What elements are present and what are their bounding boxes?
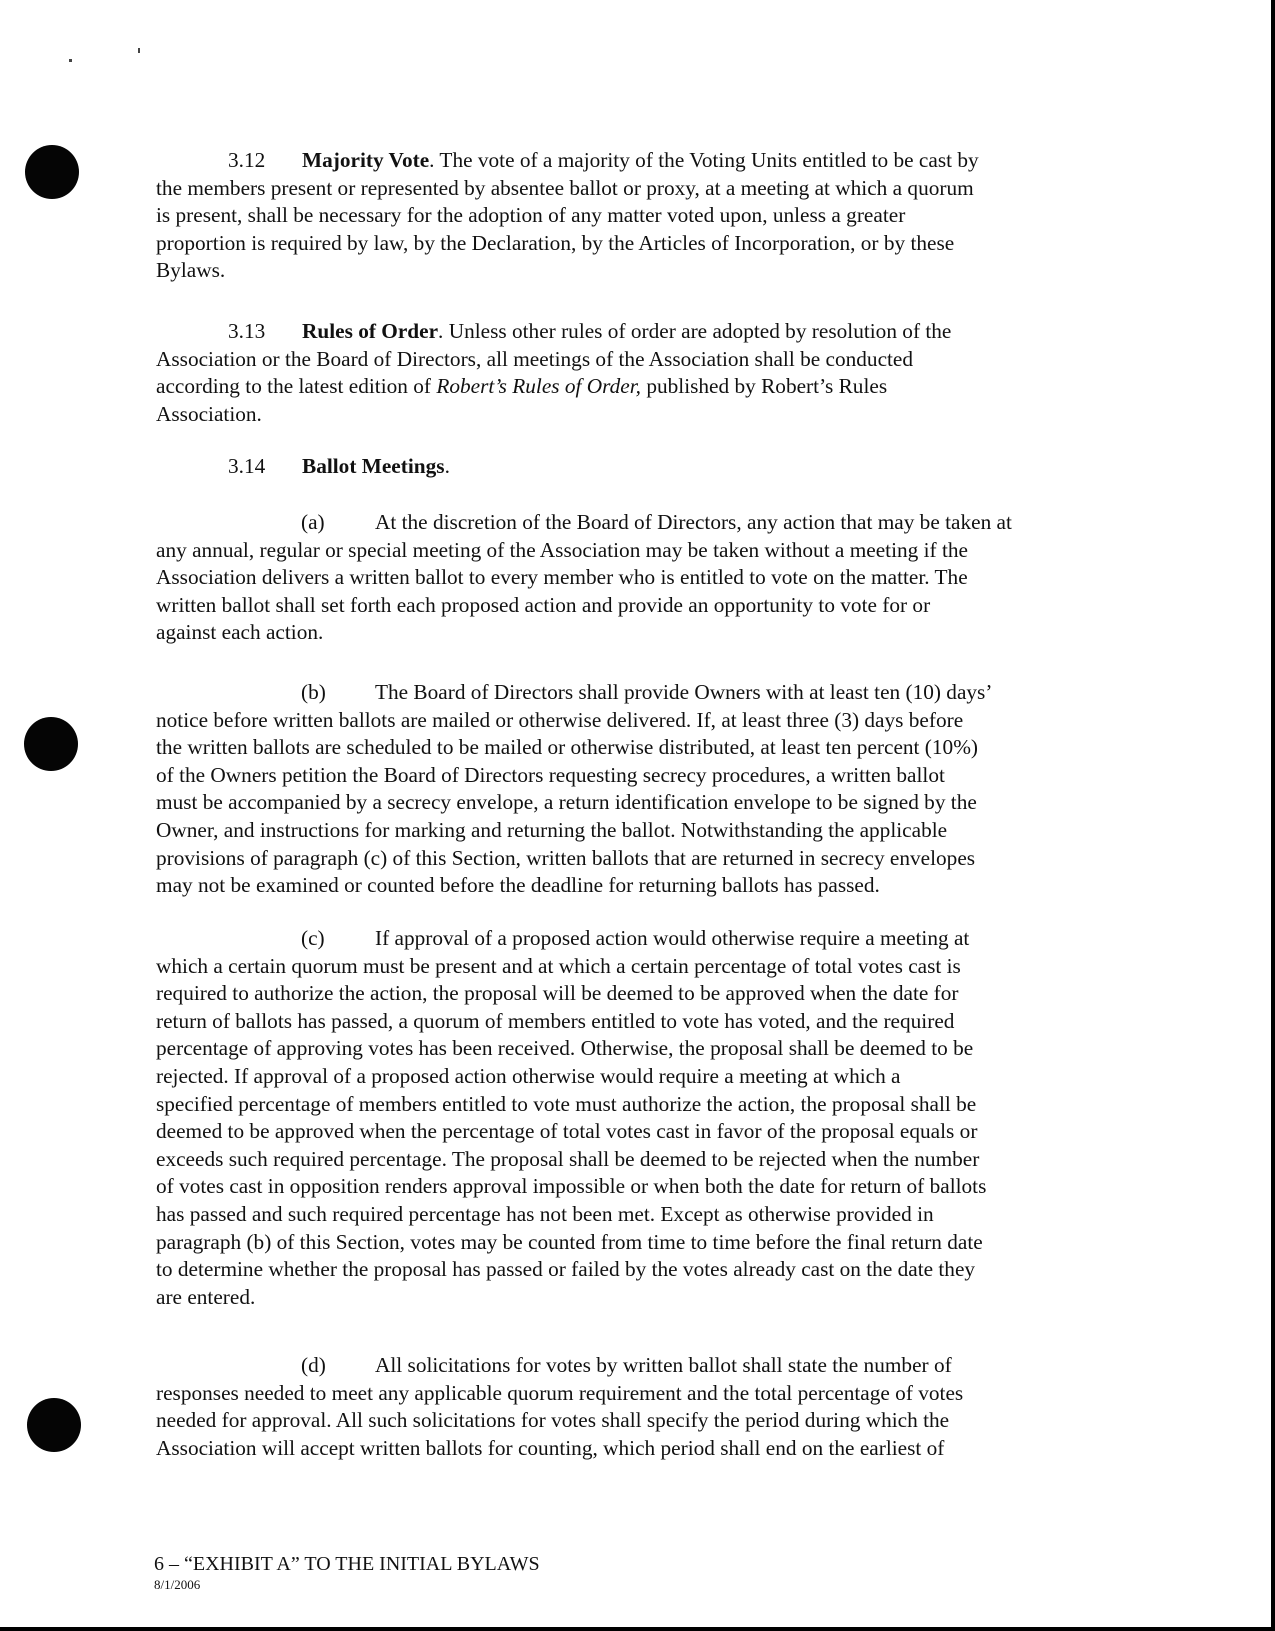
section-3-12: [156, 147, 979, 285]
paragraph-line: notice before written ballots are mailed or otherwise delivered. If, at least three (3) days before: [156, 707, 964, 732]
paragraph-line: [156, 925, 986, 953]
paragraph-line: [156, 147, 979, 175]
subsection-label: (b): [301, 680, 326, 704]
paragraph-line: paragraph (b) of this Section, votes may be counted from time to time before the final return date: [156, 1229, 983, 1254]
text-span: . The vote of a majority of the Voting Units entitled to be cast by: [429, 148, 979, 172]
paragraph-line: must be accompanied by a secrecy envelope, a return identification envelope to be signed by the: [156, 790, 977, 815]
book-title: Robert’s Rules of Order,: [436, 374, 642, 399]
paragraph-line: proportion is required by law, by the Declaration, by the Articles of Incorporation, or by these: [156, 230, 955, 255]
paragraph-line: return of ballots has passed, a quorum of members entitled to vote has voted, and the required: [156, 1008, 955, 1033]
footer-date: 8/1/2006: [154, 1577, 201, 1592]
paragraph-line: may not be examined or counted before the deadline for returning ballots has passed.: [156, 873, 880, 898]
page-footer: [154, 1552, 540, 1594]
scan-speck: [138, 48, 140, 53]
paragraph-line: of the Owners petition the Board of Directors requesting secrecy procedures, a written ballot: [156, 762, 945, 787]
subsection-label: (a): [301, 510, 325, 534]
punch-hole-mark: [27, 1398, 81, 1452]
paragraph-line: any annual, regular or special meeting of the Association may be taken without a meeting if the: [156, 537, 968, 562]
section-3-13: [156, 318, 951, 428]
section-number: 3.14: [228, 454, 266, 478]
text-span: All solicitations for votes by written ballot shall state the number of: [375, 1353, 952, 1377]
section-number: 3.12: [228, 148, 266, 172]
paragraph-line: the written ballots are scheduled to be mailed or otherwise distributed, at least ten percent (10%): [156, 735, 979, 760]
section-title: Ballot Meetings: [302, 454, 445, 478]
paragraph-line: written ballot shall set forth each proposed action and provide an opportunity to vote for or: [156, 592, 931, 617]
subsection-b: [156, 679, 992, 900]
paragraph-line: Association.: [156, 401, 262, 426]
paragraph-line: against each action.: [156, 620, 324, 645]
paragraph-line: [156, 509, 1012, 537]
text-span: The Board of Directors shall provide Owners with at least ten (10) days’: [375, 680, 993, 704]
text-span: At the discretion of the Board of Directors, any action that may be taken at: [375, 510, 1012, 534]
text-span: according to the latest edition of: [156, 374, 437, 399]
scan-speck: [69, 59, 72, 62]
subsection-d: [156, 1352, 963, 1462]
paragraph-line: is present, shall be necessary for the adoption of any matter voted upon, unless a greater: [156, 203, 906, 228]
paragraph-line: Bylaws.: [156, 258, 226, 283]
paragraph-line: [156, 318, 951, 346]
paragraph-line: to determine whether the proposal has passed or failed by the votes already cast on the date they: [156, 1257, 976, 1282]
section-title: Majority Vote: [302, 148, 430, 172]
paragraph-line: provisions of paragraph (c) of this Section, written ballots that are returned in secrecy envelopes: [156, 845, 976, 870]
text-span: If approval of a proposed action would otherwise require a meeting at: [375, 926, 970, 950]
paragraph-line: Owner, and instructions for marking and returning the ballot. Notwithstanding the applicable: [156, 817, 948, 842]
paragraph-line: the members present or represented by absentee ballot or proxy, at a meeting at which a quorum: [156, 175, 974, 200]
paragraph-line: responses needed to meet any applicable quorum requirement and the total percentage of votes: [156, 1380, 964, 1405]
punch-hole-mark: [24, 717, 78, 771]
paragraph-line: of votes cast in opposition renders approval impossible or when both the date for return of ballots: [156, 1174, 987, 1199]
paragraph-line: Association or the Board of Directors, all meetings of the Association shall be conducted: [156, 346, 914, 371]
paragraph-line: specified percentage of members entitled to vote must authorize the action, the proposal shall be: [156, 1091, 977, 1116]
paragraph-line: has passed and such required percentage has not been met. Except as otherwise provided in: [156, 1201, 934, 1226]
paragraph-line: which a certain quorum must be present and at which a certain percentage of total votes cast is: [156, 953, 961, 978]
paragraph-line: deemed to be approved when the percentage of total votes cast in favor of the proposal equals or: [156, 1119, 978, 1144]
paragraph-line: percentage of approving votes has been received. Otherwise, the proposal shall be deemed to be: [156, 1036, 974, 1061]
section-number: 3.13: [228, 319, 266, 343]
paragraph-line: [156, 1352, 963, 1380]
paragraph-line: are entered.: [156, 1284, 256, 1309]
paragraph-line: Association delivers a written ballot to every member who is entitled to vote on the matter. The: [156, 565, 968, 590]
footer-title: 6 – “EXHIBIT A” TO THE INITIAL BYLAWS: [154, 1553, 540, 1575]
paragraph-line: Association will accept written ballots for counting, which period shall end on the earliest of: [156, 1435, 945, 1460]
paragraph-line: [156, 373, 951, 401]
subsection-label: (c): [301, 926, 325, 950]
paragraph-line: exceeds such required percentage. The proposal shall be deemed to be rejected when the number: [156, 1146, 980, 1171]
text-span: .: [444, 454, 450, 478]
subsection-a: [156, 509, 1012, 647]
section-title: Rules of Order: [302, 319, 439, 343]
subsection-label: (d): [301, 1353, 326, 1377]
text-span: . Unless other rules of order are adopted by resolution of the: [438, 319, 952, 343]
paragraph-line: [156, 453, 450, 481]
paragraph-line: required to authorize the action, the proposal will be deemed to be approved when the date for: [156, 981, 959, 1006]
subsection-c: [156, 925, 986, 1311]
paragraph-line: needed for approval. All such solicitations for votes shall specify the period during which the: [156, 1408, 950, 1433]
paragraph-line: [156, 679, 992, 707]
text-span: published by Robert’s Rules: [641, 374, 888, 399]
section-3-14: [156, 453, 450, 481]
paragraph-line: rejected. If approval of a proposed action otherwise would require a meeting at which a: [156, 1063, 901, 1088]
punch-hole-mark: [25, 145, 79, 199]
